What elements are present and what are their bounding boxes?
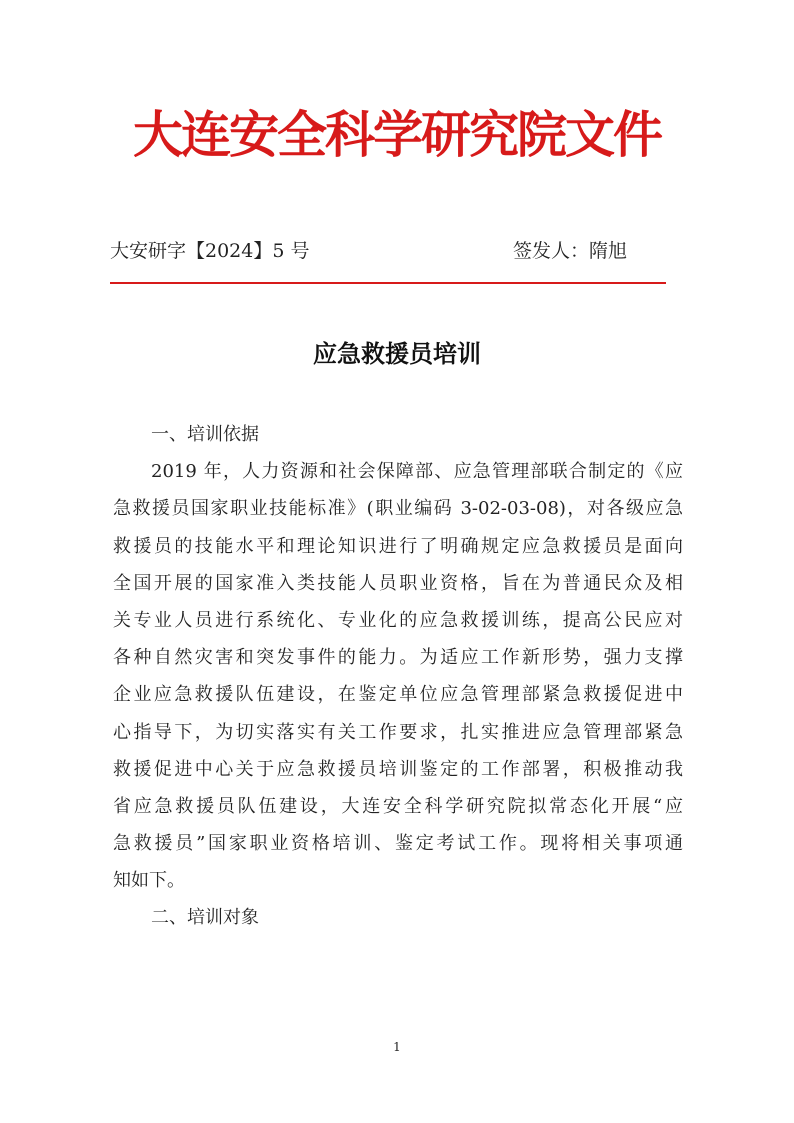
section-heading-target: 二、培训对象 bbox=[151, 907, 259, 929]
document-meta bbox=[110, 236, 670, 266]
signer: 签发人：隋旭 bbox=[513, 240, 628, 262]
paragraph-line: 急救援员国家职业技能标准》(职业编码 3-02-03-08)，对各级应急 bbox=[113, 498, 683, 520]
paragraph-line: 2019 年，人力资源和社会保障部、应急管理部联合制定的《应 bbox=[151, 461, 683, 483]
paragraph-line: 全国开展的国家准入类技能人员职业资格，旨在为普通民众及相 bbox=[113, 572, 683, 594]
paragraph-line: 知如下。 bbox=[113, 870, 185, 892]
paragraph-line: 救援促进中心关于应急救援员培训鉴定的工作部署，积极推动我 bbox=[113, 758, 683, 780]
document-number: 大安研字【2024】5 号 bbox=[110, 240, 310, 262]
document-header-title: 大连安全科学研究院文件 bbox=[133, 105, 661, 164]
section-heading-basis: 一、培训依据 bbox=[151, 424, 259, 445]
paragraph-line: 各种自然灾害和突发事件的能力。为适应工作新形势，强力支撑 bbox=[113, 647, 683, 669]
document-body bbox=[113, 416, 683, 937]
paragraph-line: 急救援员”国家职业资格培训、鉴定考试工作。现将相关事项通 bbox=[113, 833, 683, 855]
red-divider bbox=[110, 282, 666, 284]
page-number: 1 bbox=[393, 1040, 401, 1054]
paragraph-line: 关专业人员进行系统化、专业化的应急救援训练，提高公民应对 bbox=[113, 609, 683, 631]
document-title: 应急救援员培训 bbox=[313, 340, 481, 368]
paragraph-line: 心指导下，为切实落实有关工作要求，扎实推进应急管理部紧急 bbox=[113, 721, 683, 743]
paragraph-line: 省应急救援员队伍建设，大连安全科学研究院拟常态化开展“应 bbox=[113, 795, 683, 817]
paragraph-line: 企业应急救援队伍建设，在鉴定单位应急管理部紧急救援促进中 bbox=[113, 684, 683, 706]
paragraph-line: 救援员的技能水平和理论知识进行了明确规定应急救援员是面向 bbox=[113, 535, 683, 557]
